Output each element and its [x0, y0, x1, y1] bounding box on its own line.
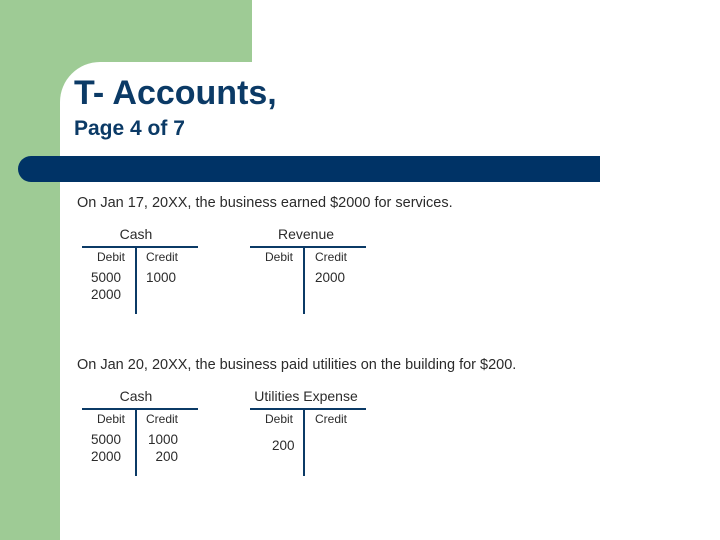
t1-cash-debit-label: Debit — [97, 250, 126, 264]
t2-utilities-credit-label: Credit — [315, 412, 348, 426]
t2-utilities-debit-1: 200 — [272, 438, 295, 453]
t1-cash-credit-label: Credit — [146, 250, 179, 264]
t2-cash-t-stem — [135, 408, 137, 476]
t1-cash-account-title: Cash — [119, 226, 153, 242]
t1-revenue-credit-label: Credit — [315, 250, 348, 264]
t2-cash-account-title: Cash — [119, 388, 153, 404]
t1-revenue-credit-1: 2000 — [315, 270, 346, 285]
t1-cash-debit-1: 5000 — [91, 270, 122, 285]
t1-revenue-t-stem — [303, 246, 305, 314]
t2-cash-debit-1: 5000 — [91, 432, 122, 447]
transaction-1-description: On Jan 17, 20XX, the business earned $2000 for services. — [77, 195, 453, 211]
t2-cash-debit-2: 2000 — [91, 449, 122, 464]
t2-cash-t-top — [82, 408, 198, 410]
transaction-2-description: On Jan 20, 20XX, the business paid utilities on the building for $200. — [77, 357, 517, 373]
t1-cash-t-stem — [135, 246, 137, 314]
t1-cash-debit-2: 2000 — [91, 287, 122, 302]
t2-cash-credit-1: 1000 — [147, 432, 178, 447]
t2-utilities-t-stem — [303, 408, 305, 476]
t1-revenue-debit-label: Debit — [265, 250, 294, 264]
t2-cash-credit-2: 200 — [155, 449, 178, 464]
t1-cash-t-top — [82, 246, 198, 248]
t1-revenue-t-top — [250, 246, 366, 248]
t1-cash-credit-1: 1000 — [146, 270, 177, 285]
t2-utilities-account-title: Utilities Expense — [254, 388, 358, 404]
t2-cash-credit-label: Credit — [146, 412, 179, 426]
t2-cash-debit-label: Debit — [97, 412, 126, 426]
slide-title: T- Accounts, — [74, 74, 277, 112]
t1-revenue-account-title: Revenue — [277, 226, 335, 242]
t2-utilities-debit-label: Debit — [265, 412, 294, 426]
slide-subtitle: Page 4 of 7 — [74, 117, 185, 140]
t2-utilities-t-top — [250, 408, 366, 410]
title-divider-bar — [18, 156, 600, 182]
